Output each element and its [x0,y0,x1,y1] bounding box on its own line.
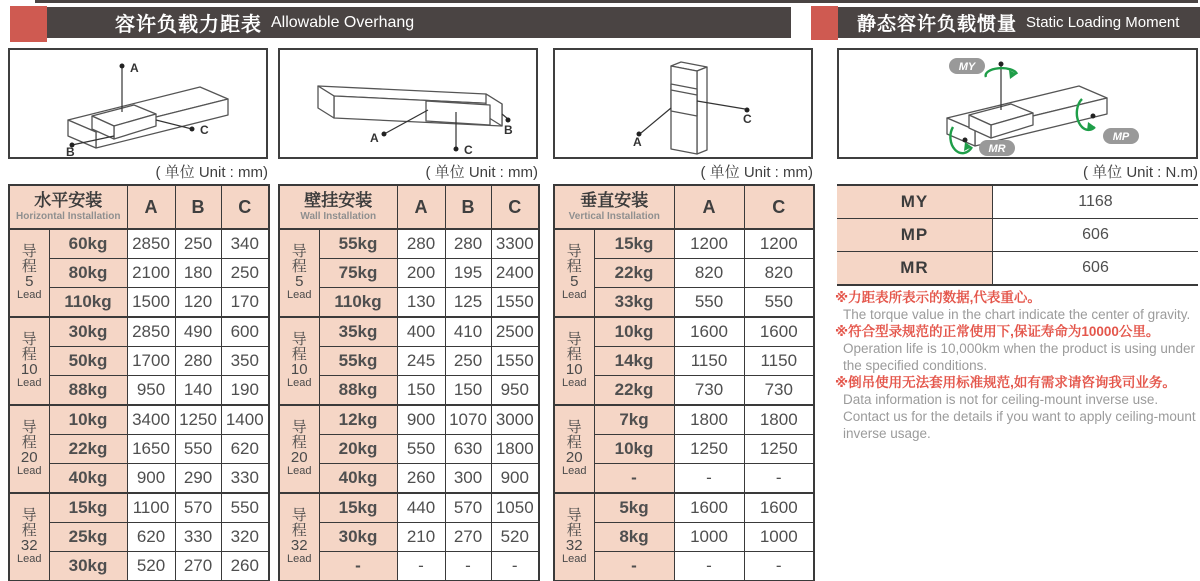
section-title-en: Static Loading Moment [1026,14,1180,31]
lead-cell-20: 导 程 20 Lead [554,405,594,493]
load-cell: - [594,552,674,581]
point-label-a: A [370,131,379,145]
note-zh: ※符合型录规范的正常使用下,保证寿命为10000公里。 [835,324,1160,339]
table-row [837,219,1198,252]
load-cell: 110kg [319,288,397,318]
value-cell: - [397,552,445,581]
load-cell: 10kg [594,317,674,347]
table-row [279,493,539,523]
diagram-wall-installation [278,48,538,159]
load-cell: 110kg [49,288,127,318]
wall-load-table-container [278,184,538,581]
load-cell: 60kg [49,229,127,259]
load-cell: 30kg [319,523,397,552]
value-cell: 2400 [491,259,539,288]
load-cell: 22kg [49,435,127,464]
load-cell: 80kg [49,259,127,288]
unit-label-moment: ( 单位 Unit : N.m) [1083,164,1198,181]
value-cell: 200 [397,259,445,288]
column-header-b: B [175,185,221,229]
value-cell: 570 [445,493,491,523]
column-header-c: C [221,185,269,229]
load-cell: 8kg [594,523,674,552]
value-cell: 330 [221,464,269,494]
value-cell: 2850 [127,317,175,347]
table-row [279,405,539,435]
table-row [554,493,814,523]
value-cell: 1250 [175,405,221,435]
value-cell: 190 [221,376,269,406]
load-cell: - [594,464,674,494]
table-title-en: Wall Installation [300,211,377,222]
column-header-a: A [674,185,744,229]
load-cell: 55kg [319,347,397,376]
table-row [554,405,814,435]
vertical-actuator-drawing [555,50,811,157]
rail-drawing [68,87,228,148]
moment-value: 1168 [993,185,1199,219]
value-cell: 950 [491,376,539,406]
value-cell: 900 [491,464,539,494]
value-cell: 1400 [221,405,269,435]
load-cell: 10kg [594,435,674,464]
value-cell: 1600 [744,493,814,523]
value-cell: 130 [397,288,445,318]
moment-label: MY [837,185,993,219]
rail-drawing [947,86,1107,146]
value-cell: 570 [175,493,221,523]
value-cell: 180 [175,259,221,288]
value-cell: 1800 [491,435,539,464]
load-table-horizontal [8,184,270,581]
value-cell: 440 [397,493,445,523]
value-cell: - [744,464,814,494]
note-en: The torque value in the chart indicate the center of gravity. [843,307,1191,322]
value-cell: 290 [175,464,221,494]
section-title-zh: 容许负载力距表 [115,14,262,36]
value-cell: 250 [221,259,269,288]
table-row [554,229,814,259]
value-cell: 300 [445,464,491,494]
value-cell: 340 [221,229,269,259]
table-title-en: Horizontal Installation [16,211,121,222]
table-title [554,185,674,229]
column-header-b: B [445,185,491,229]
load-table-vertical [553,184,815,581]
value-cell: 1600 [674,493,744,523]
lead-cell-20: 导 程 20 Lead [9,405,49,493]
section-title-en: Allowable Overhang [271,13,415,31]
table-row [9,229,269,259]
horizontal-actuator-drawing [10,50,266,157]
value-cell: 1150 [674,347,744,376]
value-cell: 1200 [744,229,814,259]
value-cell: 1250 [674,435,744,464]
value-cell: 820 [744,259,814,288]
value-cell: 1000 [744,523,814,552]
table-title [9,185,127,229]
value-cell: 1000 [674,523,744,552]
moment-value: 606 [993,252,1199,286]
point-label-c: C [464,143,473,157]
value-cell: 400 [397,317,445,347]
vertical-load-table-container [553,184,813,581]
value-cell: 820 [674,259,744,288]
value-cell: 280 [175,347,221,376]
value-cell: 1200 [674,229,744,259]
value-cell: 170 [221,288,269,318]
value-cell: - [445,552,491,581]
moment-label: MP [837,219,993,252]
value-cell: 1700 [127,347,175,376]
load-cell: 22kg [594,376,674,406]
load-cell: 15kg [594,229,674,259]
badge-mr: MR [988,143,1006,155]
load-cell: 12kg [319,405,397,435]
value-cell: 250 [445,347,491,376]
value-cell: 1600 [744,317,814,347]
note-en: Data information is not for ceiling-mount inverse use. Contact us for the details if you want to apply ceiling-mount inverse usage. [843,392,1196,441]
moment-actuator-drawing [839,50,1196,157]
value-cell: - [491,552,539,581]
accent-square-left [10,6,47,42]
lead-cell-5: 导 程 5 Lead [279,229,319,317]
badge-my: MY [958,61,976,73]
badge-mp: MP [1112,131,1130,143]
value-cell: 550 [674,288,744,318]
value-cell: 550 [744,288,814,318]
column-header-c: C [744,185,814,229]
table-row [554,317,814,347]
load-cell: 75kg [319,259,397,288]
point-label-c: C [743,112,752,126]
moment-table [837,184,1198,286]
table-row [837,185,1198,219]
section-header-moment [811,7,1200,38]
table-title-zh: 垂直安装 [580,191,649,210]
load-cell: 14kg [594,347,674,376]
value-cell: 1550 [491,347,539,376]
load-cell: 30kg [49,317,127,347]
load-cell: - [319,552,397,581]
value-cell: 630 [445,435,491,464]
lead-cell-5: 导 程 5 Lead [554,229,594,317]
value-cell: 195 [445,259,491,288]
load-cell: 88kg [319,376,397,406]
value-cell: 260 [397,464,445,494]
table-title [279,185,397,229]
value-cell: 280 [397,229,445,259]
column-drawing [671,62,707,154]
load-cell: 15kg [49,493,127,523]
value-cell: 140 [175,376,221,406]
table-row [9,405,269,435]
value-cell: 600 [221,317,269,347]
table-row [279,317,539,347]
moment-table-container [837,184,1198,286]
lead-cell-10: 导 程 10 Lead [9,317,49,405]
value-cell: 1500 [127,288,175,318]
value-cell: 2850 [127,229,175,259]
value-cell: 270 [445,523,491,552]
load-cell: 10kg [49,405,127,435]
moment-label: MR [837,252,993,286]
load-cell: 50kg [49,347,127,376]
footnotes [835,289,1199,442]
diagram-vertical-installation [553,48,813,159]
value-cell: 730 [674,376,744,406]
value-cell: 150 [445,376,491,406]
value-cell: - [674,552,744,581]
lead-cell-10: 导 程 10 Lead [554,317,594,405]
value-cell: 3300 [491,229,539,259]
horizontal-load-table-container [8,184,268,581]
value-cell: 320 [221,523,269,552]
value-cell: 1800 [744,405,814,435]
table-row [279,229,539,259]
value-cell: 350 [221,347,269,376]
load-cell: 25kg [49,523,127,552]
value-cell: 260 [221,552,269,581]
load-cell: 35kg [319,317,397,347]
value-cell: 1100 [127,493,175,523]
lead-cell-10: 导 程 10 Lead [279,317,319,405]
lead-cell-5: 导 程 5 Lead [9,229,49,317]
unit-label-wall: ( 单位 Unit : mm) [425,164,538,181]
value-cell: 280 [445,229,491,259]
load-cell: 22kg [594,259,674,288]
load-cell: 40kg [49,464,127,494]
point-label-a: A [130,61,139,75]
table-row [9,317,269,347]
value-cell: 520 [491,523,539,552]
value-cell: 490 [175,317,221,347]
value-cell: 2500 [491,317,539,347]
value-cell: - [744,552,814,581]
load-cell: 33kg [594,288,674,318]
lead-cell-20: 导 程 20 Lead [279,405,319,493]
value-cell: 3400 [127,405,175,435]
load-cell: 55kg [319,229,397,259]
point-label-a: A [633,135,642,149]
wall-actuator-drawing [280,50,536,157]
point-label-c: C [200,123,209,137]
diagram-horizontal-installation [8,48,268,159]
note-zh: ※力距表所表示的数据,代表重心。 [835,290,1041,305]
value-cell: 270 [175,552,221,581]
table-row [837,252,1198,286]
section-header-overhang [30,7,791,38]
column-header-c: C [491,185,539,229]
value-cell: 120 [175,288,221,318]
note-en: Operation life is 10,000km when the product is using under the specified conditions. [843,341,1195,373]
value-cell: 3000 [491,405,539,435]
table-row [9,493,269,523]
column-header-a: A [397,185,445,229]
value-cell: 550 [175,435,221,464]
load-cell: 30kg [49,552,127,581]
value-cell: 210 [397,523,445,552]
value-cell: 550 [221,493,269,523]
point-label-b: B [504,123,513,137]
value-cell: 1800 [674,405,744,435]
unit-label-vertical: ( 单位 Unit : mm) [700,164,813,181]
load-cell: 20kg [319,435,397,464]
value-cell: 620 [127,523,175,552]
load-cell: 15kg [319,493,397,523]
value-cell: 410 [445,317,491,347]
value-cell: 2100 [127,259,175,288]
top-rule [35,0,1198,3]
value-cell: 1050 [491,493,539,523]
load-cell: 5kg [594,493,674,523]
value-cell: 1600 [674,317,744,347]
value-cell: 1070 [445,405,491,435]
table-title-zh: 水平安装 [34,191,103,210]
table-title-en: Vertical Installation [568,211,660,222]
value-cell: 620 [221,435,269,464]
value-cell: 1250 [744,435,814,464]
value-cell: - [674,464,744,494]
value-cell: 1550 [491,288,539,318]
load-cell: 40kg [319,464,397,494]
value-cell: 1650 [127,435,175,464]
value-cell: 900 [127,464,175,494]
accent-square-right [811,6,838,40]
moment-value: 606 [993,219,1199,252]
load-cell: 7kg [594,405,674,435]
lead-cell-32: 导 程 32 Lead [279,493,319,581]
column-header-a: A [127,185,175,229]
point-label-b: B [66,145,75,157]
table-title-zh: 壁挂安装 [304,191,373,210]
value-cell: 1150 [744,347,814,376]
value-cell: 250 [175,229,221,259]
value-cell: 730 [744,376,814,406]
value-cell: 900 [397,405,445,435]
diagram-loading-moments [837,48,1198,159]
value-cell: 245 [397,347,445,376]
lead-cell-32: 导 程 32 Lead [554,493,594,581]
value-cell: 125 [445,288,491,318]
unit-label-horizontal: ( 单位 Unit : mm) [155,164,268,181]
load-cell: 88kg [49,376,127,406]
value-cell: 150 [397,376,445,406]
value-cell: 950 [127,376,175,406]
load-table-wall [278,184,540,581]
value-cell: 520 [127,552,175,581]
section-title-zh: 静态容许负载惯量 [857,14,1018,35]
value-cell: 550 [397,435,445,464]
lead-cell-32: 导 程 32 Lead [9,493,49,581]
note-zh: ※倒吊使用无法套用标准规范,如有需求请咨询我司业务。 [835,375,1176,390]
value-cell: 330 [175,523,221,552]
